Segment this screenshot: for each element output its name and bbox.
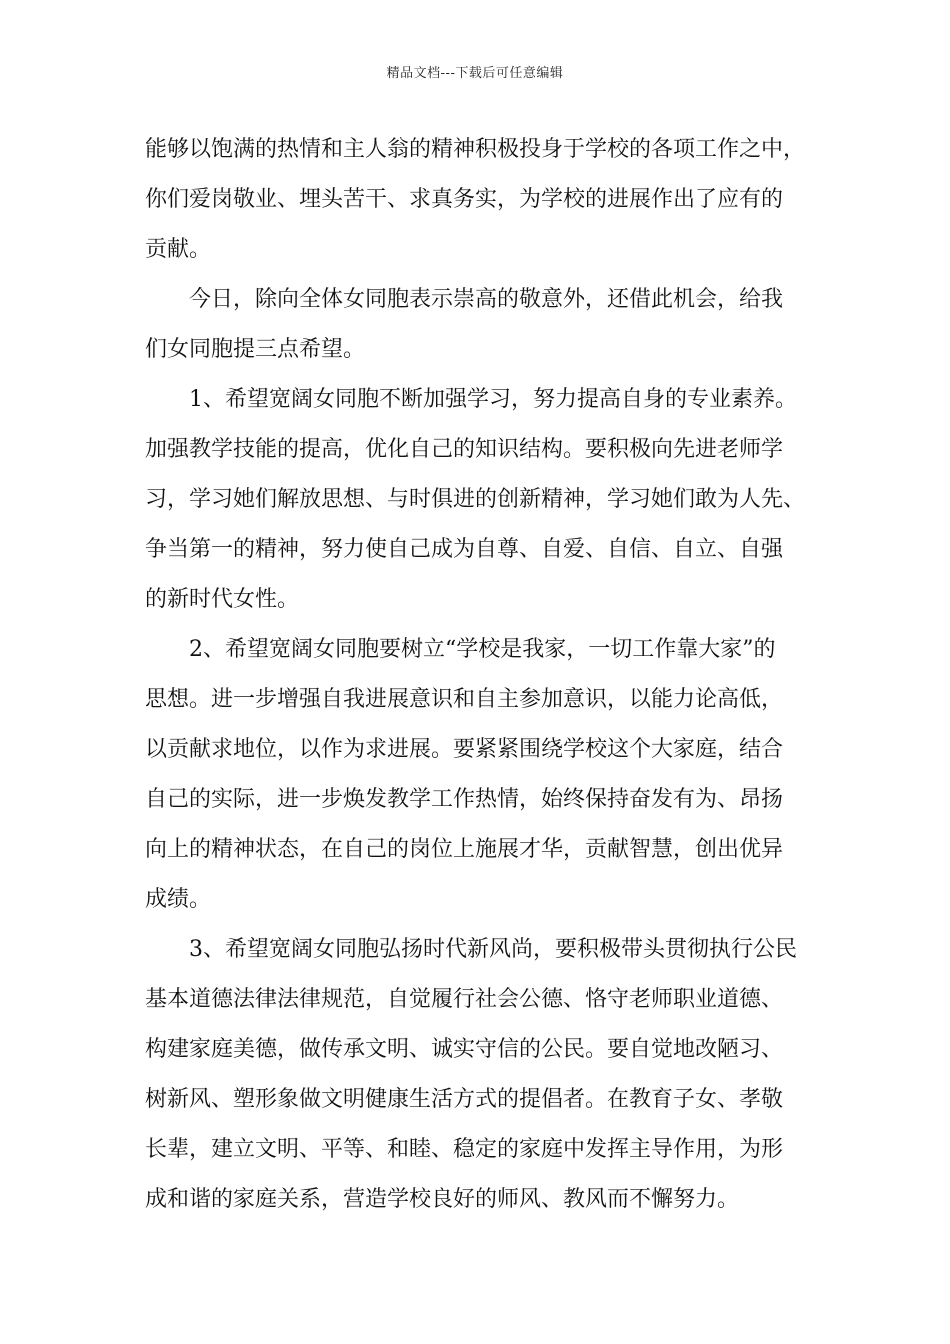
document-body	[145, 125, 821, 1225]
text-line: 们女同胞提三点希望。	[145, 337, 366, 362]
text-line: 贡献。	[145, 237, 212, 262]
text-line: 3、希望宽阔女同胞弘扬时代新风尚，要积极带头贯彻执行公民	[189, 937, 797, 962]
text-line: 2、希望宽阔女同胞要树立“学校是我家，一切工作靠大家”的	[189, 637, 776, 662]
text-line: 思想。进一步增强自我进展意识和自主参加意识，以能力论高低，	[145, 687, 784, 712]
text-line: 成和谐的家庭关系，营造学校良好的师风、教风而不懈努力。	[145, 1187, 740, 1212]
text-line: 能够以饱满的热情和主人翁的精神积极投身于学校的各项工作之中，	[145, 137, 806, 162]
text-line: 以贡献求地位，以作为求进展。要紧紧围绕学校这个大家庭，结合	[145, 737, 784, 762]
text-line: 习，学习她们解放思想、与时俱进的创新精神，学习她们敢为人先、	[145, 487, 806, 512]
paragraph-4	[145, 625, 821, 925]
text-line: 争当第一的精神，努力使自己成为自尊、自爱、自信、自立、自强	[145, 537, 784, 562]
text-line: 今日，除向全体女同胞表示崇高的敬意外，还借此机会，给我	[189, 287, 784, 312]
paragraph-3	[145, 375, 821, 625]
text-line: 构建家庭美德，做传承文明、诚实守信的公民。要自觉地改陋习、	[145, 1037, 784, 1062]
text-line: 的新时代女性。	[145, 587, 300, 612]
paragraph-2	[145, 275, 821, 375]
text-line: 长辈，建立文明、平等、和睦、稳定的家庭中发挥主导作用，为形	[145, 1137, 784, 1162]
page-header: 精品文档---下载后可任意编辑	[386, 66, 564, 81]
text-line: 树新风、塑形象做文明健康生活方式的提倡者。在教育子女、孝敬	[145, 1087, 784, 1112]
text-line: 基本道德法律法律规范，自觉履行社会公德、恪守老师职业道德、	[145, 987, 784, 1012]
text-line: 1、希望宽阔女同胞不断加强学习，努力提高自身的专业素养。	[189, 387, 797, 412]
paragraph-1	[145, 125, 821, 275]
text-line: 成绩。	[145, 887, 212, 912]
text-line: 自己的实际，进一步焕发教学工作热情，始终保持奋发有为、昂扬	[145, 787, 784, 812]
paragraph-5	[145, 925, 821, 1225]
text-line: 向上的精神状态，在自己的岗位上施展才华，贡献智慧，创出优异	[145, 837, 784, 862]
text-line: 你们爱岗敬业、埋头苦干、求真务实，为学校的进展作出了应有的	[145, 187, 784, 212]
text-line: 加强教学技能的提高，优化自己的知识结构。要积极向先进老师学	[145, 437, 784, 462]
